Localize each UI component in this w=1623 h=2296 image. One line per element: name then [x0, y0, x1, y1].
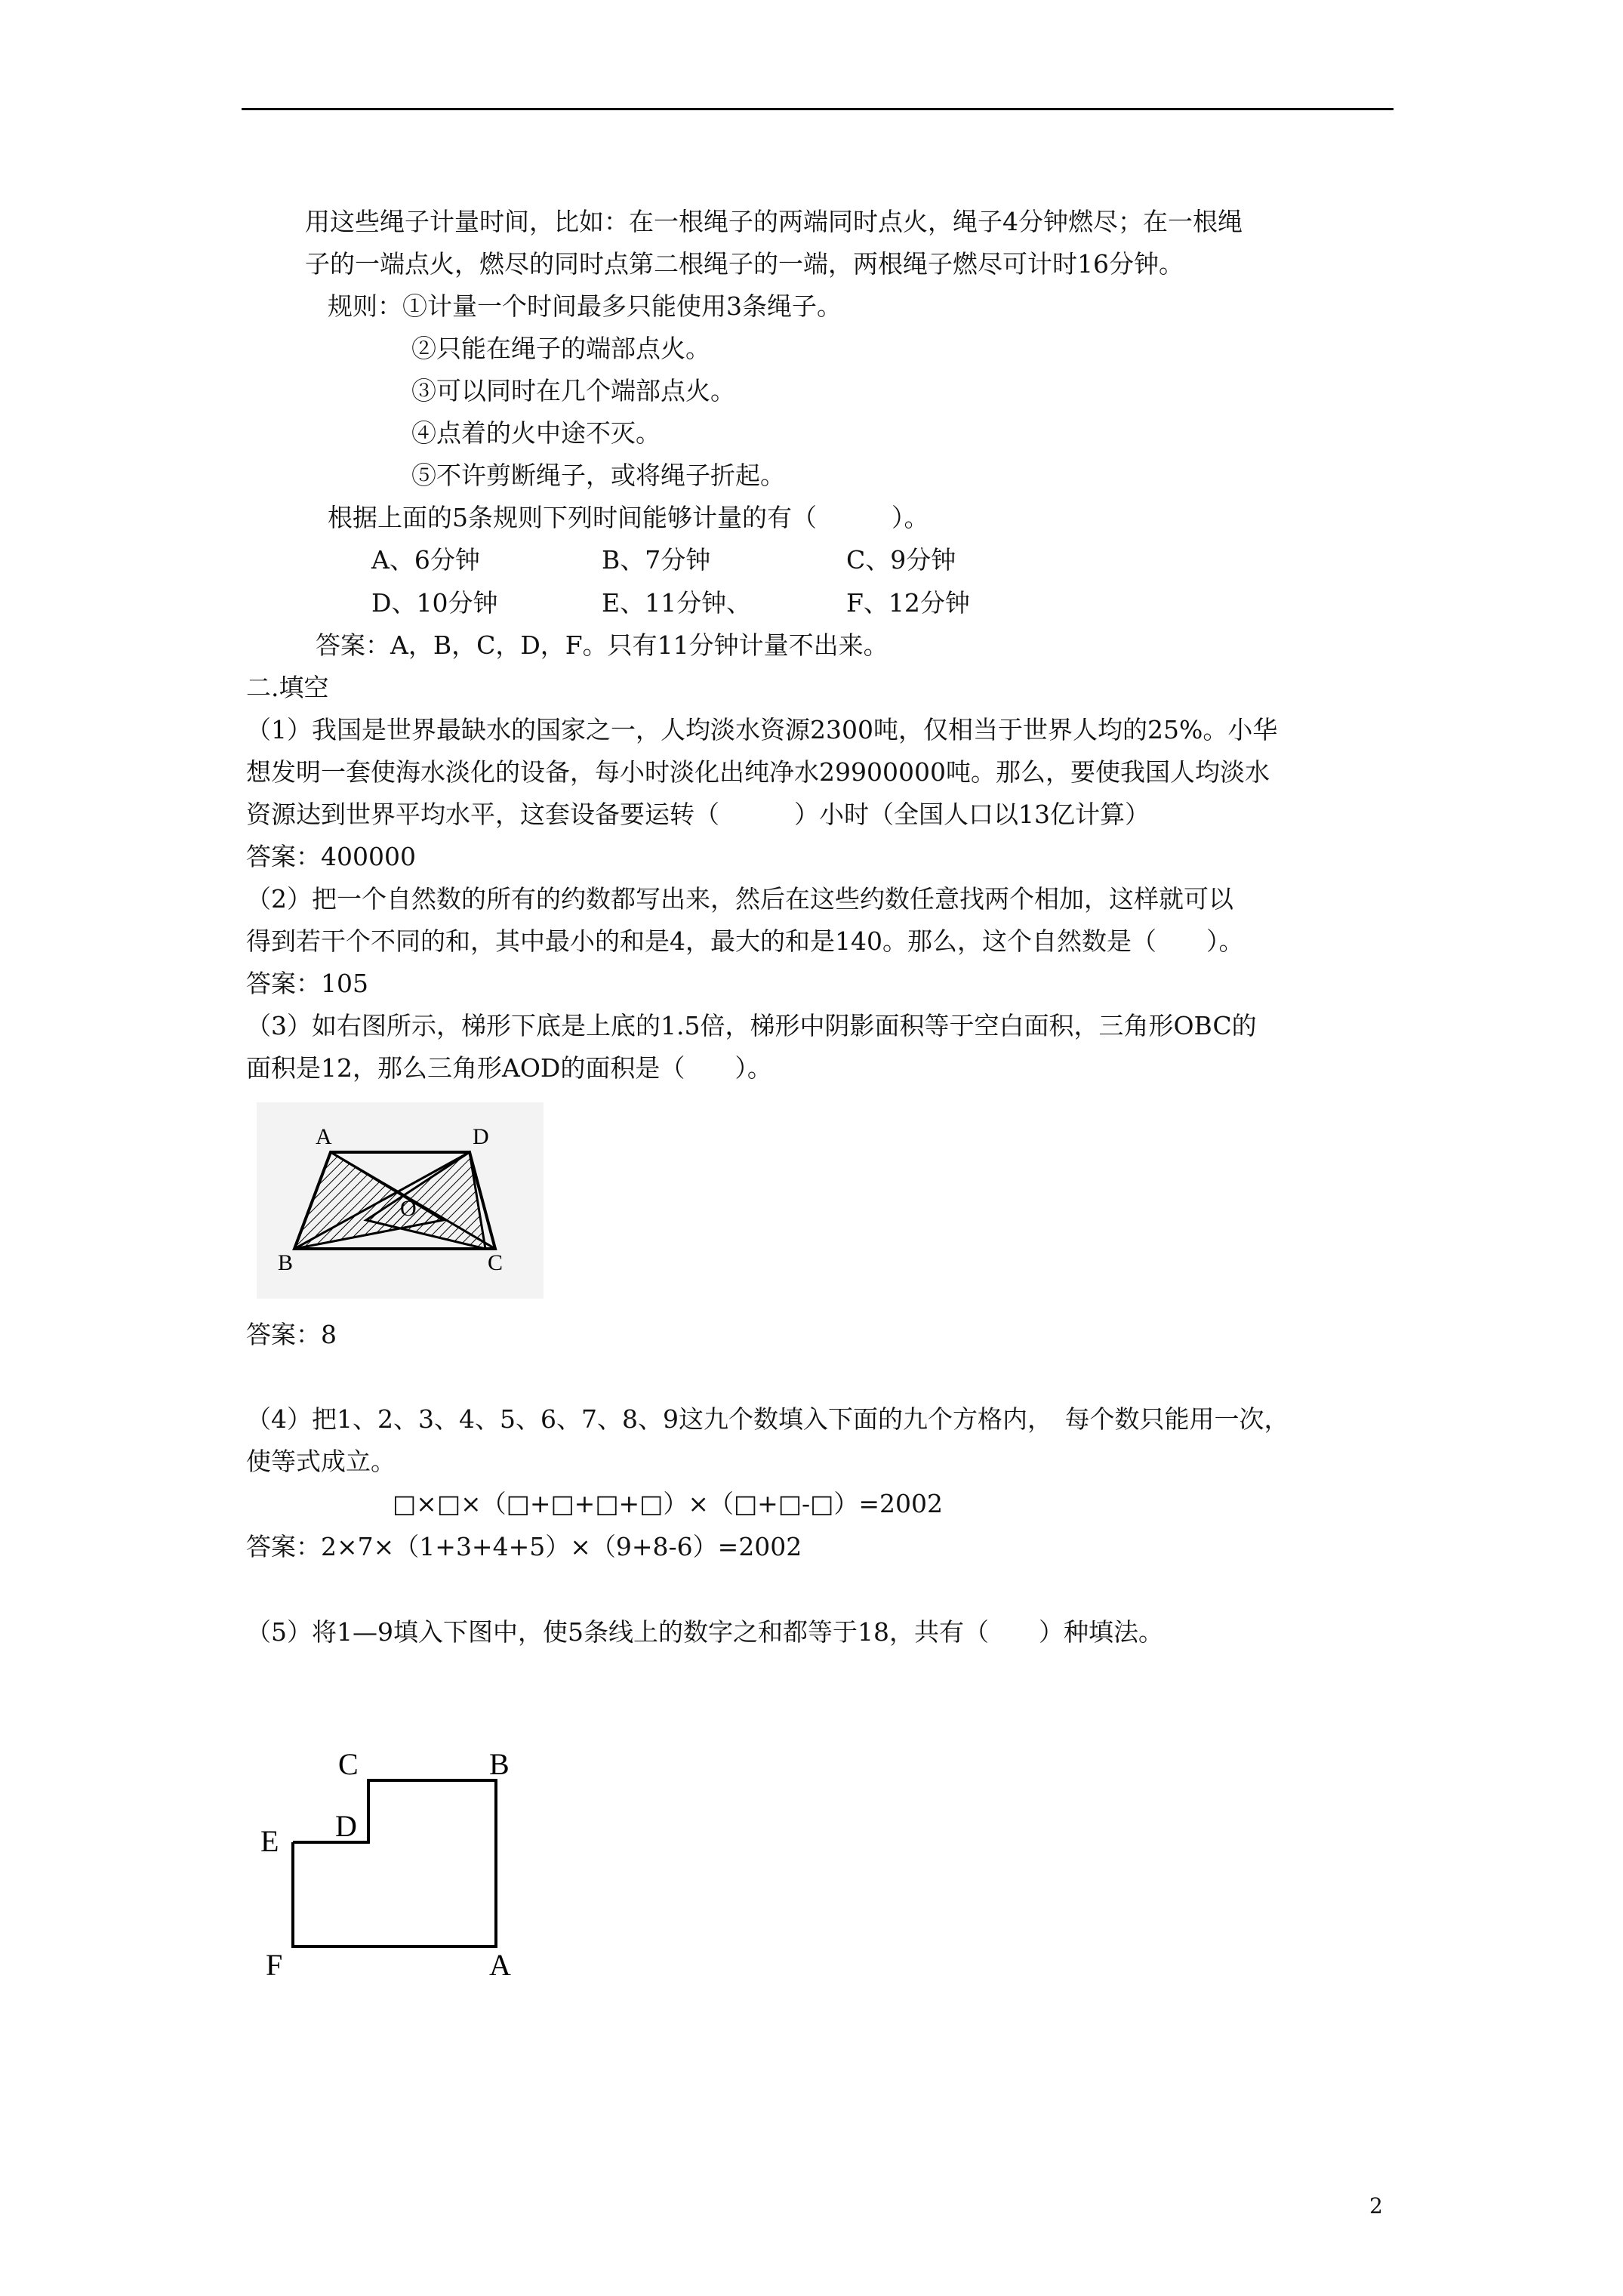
rope-rule-1: 规则：①计量一个时间最多只能使用3条绳子。	[328, 291, 842, 321]
section-title: 二.填空	[246, 673, 329, 702]
label-e: E	[260, 1824, 279, 1858]
rope-rule-3: ③可以同时在几个端部点火。	[411, 376, 735, 405]
rope-option-d: D、10分钟	[371, 588, 498, 618]
page-number: 2	[1369, 2193, 1383, 2218]
label-d: D	[473, 1124, 489, 1149]
q1-line-1: （1）我国是世界最缺水的国家之一，人均淡水资源2300吨，仅相当于世界人均的25%。小华	[246, 715, 1278, 744]
label-c: C	[338, 1747, 359, 1781]
rope-rule-5: ⑤不许剪断绳子，或将绳子折起。	[411, 461, 785, 490]
label-b: B	[278, 1250, 294, 1275]
q2-answer: 答案：105	[246, 969, 368, 998]
q3-line-1: （3）如右图所示，梯形下底是上底的1.5倍，梯形中阴影面积等于空白面积，三角形OBC的	[246, 1011, 1257, 1040]
label-o: O	[400, 1196, 417, 1221]
q3-line-2: 面积是12，那么三角形AOD的面积是（ ）。	[246, 1053, 772, 1083]
rope-answer: 答案：A，B，C，D，F。只有11分钟计量不出来。	[316, 630, 888, 660]
rope-option-b: B、7分钟	[602, 545, 711, 575]
q5-line: （5）将1—9填入下图中，使5条线上的数字之和都等于18，共有（ ）种填法。	[246, 1617, 1163, 1647]
rope-option-f: F、12分钟	[846, 588, 970, 618]
q2-line-2: 得到若干个不同的和，其中最小的和是4，最大的和是140。那么，这个自然数是（ ）。	[246, 926, 1244, 956]
q1-line-3: 资源达到世界平均水平，这套设备要运转（ ）小时（全国人口以13亿计算）	[246, 800, 1150, 829]
rope-option-e: E、11分钟、	[602, 588, 752, 618]
q4-line-2: 使等式成立。	[246, 1447, 396, 1476]
label-c: C	[488, 1250, 504, 1275]
label-b: B	[489, 1747, 510, 1781]
q3-answer: 答案：8	[246, 1320, 337, 1349]
step-shape-outline	[293, 1780, 496, 1946]
q2-line-1: （2）把一个自然数的所有的约数都写出来，然后在这些约数任意找两个相加，这样就可以	[246, 884, 1233, 914]
q4-equation: □×□×（□+□+□+□）×（□+□-□）=2002	[393, 1489, 943, 1518]
rope-rule-4: ④点着的火中途不灭。	[411, 418, 661, 448]
label-a: A	[316, 1124, 332, 1149]
rope-intro-line-2: 子的一端点火，燃尽的同时点第二根绳子的一端，两根绳子燃尽可计时16分钟。	[305, 249, 1184, 279]
q1-line-2: 想发明一套使海水淡化的设备，每小时淡化出纯净水29900000吨。那么，要使我国人均淡水	[246, 757, 1270, 787]
rope-question: 根据上面的5条规则下列时间能够计量的有（ ）。	[328, 503, 929, 532]
header-rule	[242, 108, 1394, 110]
rope-option-c: C、9分钟	[846, 545, 956, 575]
label-f: F	[266, 1948, 283, 1982]
trapezoid-figure	[257, 1102, 544, 1299]
q1-answer: 答案：400000	[246, 842, 416, 871]
rope-rule-2: ②只能在绳子的端部点火。	[411, 334, 710, 363]
rope-option-a: A、6分钟	[371, 545, 480, 575]
rope-intro-line-1: 用这些绳子计量时间，比如：在一根绳子的两端同时点火，绳子4分钟燃尽；在一根绳	[305, 207, 1243, 236]
label-d: D	[335, 1809, 357, 1843]
q4-line-1: （4）把1、2、3、4、5、6、7、8、9这九个数填入下面的九个方格内， 每个数只能用一次，	[246, 1404, 1289, 1434]
step-shape-figure	[249, 1737, 551, 1986]
label-a: A	[489, 1948, 511, 1982]
q4-answer: 答案：2×7×（1+3+4+5）×（9+8-6）=2002	[246, 1532, 802, 1561]
